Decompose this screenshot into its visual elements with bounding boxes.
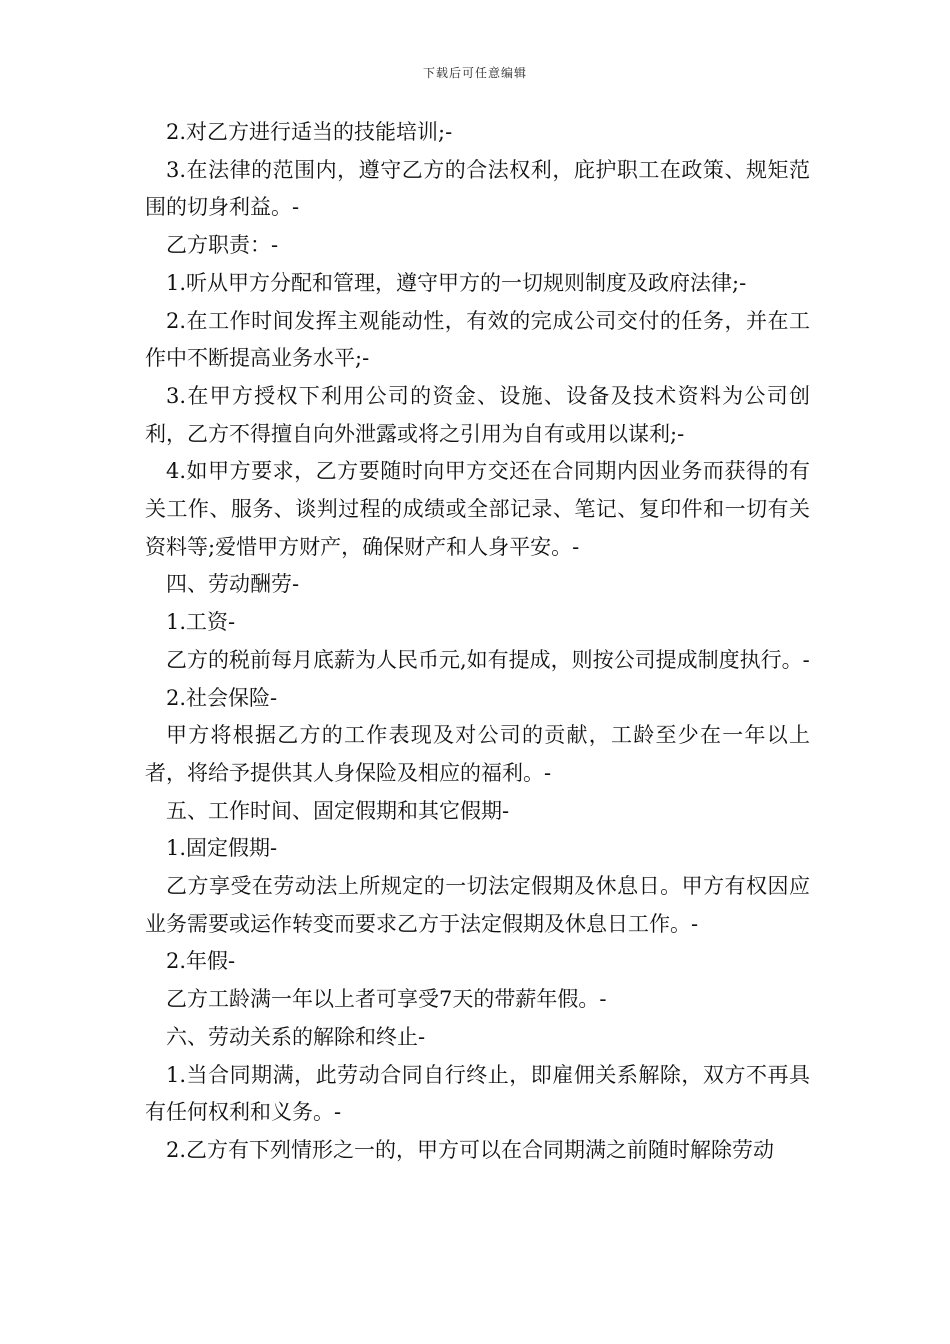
subheading-social-insurance: 2.社会保险- bbox=[166, 685, 278, 710]
document-body bbox=[145, 114, 810, 1170]
paragraph-17: 乙方工龄满一年以上者可享受7天的带薪年假。- bbox=[166, 987, 607, 1012]
paragraph-4: 1.听从甲方分配和管理，遵守甲方的一切规则制度及政府法律;- bbox=[166, 270, 747, 295]
paragraph-7: 4.如甲方要求，乙方要随时向甲方交还在合同期内因业务而获得的有关工作、服务、谈判过程的成绩或全部记录、笔记、复印件和一切有关资料等;爱惜甲方财产，确保财产和人身平安。- bbox=[145, 459, 810, 559]
section-heading-party-b-duties: 乙方职责：- bbox=[166, 233, 279, 258]
paragraph-10: 乙方的税前每月底薪为人民币元,如有提成，则按公司提成制度执行。- bbox=[166, 647, 810, 672]
paragraph-12: 甲方将根据乙方的工作表现及对公司的贡献，工龄至少在一年以上者，将给予提供其人身保险及相应的福利。- bbox=[145, 723, 810, 785]
paragraph-1: 2.对乙方进行适当的技能培训;- bbox=[166, 120, 453, 144]
subheading-salary: 1.工资- bbox=[166, 610, 236, 635]
section-heading-termination: 六、劳动关系的解除和终止- bbox=[166, 1024, 426, 1049]
subheading-fixed-holidays: 1.固定假期- bbox=[166, 836, 278, 861]
section-heading-working-hours: 五、工作时间、固定假期和其它假期- bbox=[166, 798, 510, 823]
paragraph-6: 3.在甲方授权下利用公司的资金、设施、设备及技术资料为公司创利，乙方不得擅自向外泄露或将之引用为自有或用以谋利;- bbox=[145, 383, 810, 446]
paragraph-15: 乙方享受在劳动法上所规定的一切法定假期及休息日。甲方有权因应业务需要或运作转变而要求乙方于法定假期及休息日工作。- bbox=[145, 874, 810, 936]
subheading-annual-leave: 2.年假- bbox=[166, 949, 236, 974]
paragraph-19: 1.当合同期满，此劳动合同自行终止，即雇佣关系解除，双方不再具有任何权利和义务。- bbox=[145, 1062, 810, 1125]
paragraph-5: 2.在工作时间发挥主观能动性，有效的完成公司交付的任务，并在工作中不断提高业务水平;- bbox=[145, 308, 810, 371]
page-header: 下载后可任意编辑 bbox=[422, 66, 527, 80]
section-heading-remuneration: 四、劳动酬劳- bbox=[166, 572, 300, 597]
paragraph-20: 2.乙方有下列情形之一的，甲方可以在合同期满之前随时解除劳动 bbox=[166, 1137, 775, 1162]
paragraph-2: 3.在法律的范围内，遵守乙方的合法权利，庇护职工在政策、规矩范围的切身利益。- bbox=[145, 157, 810, 220]
